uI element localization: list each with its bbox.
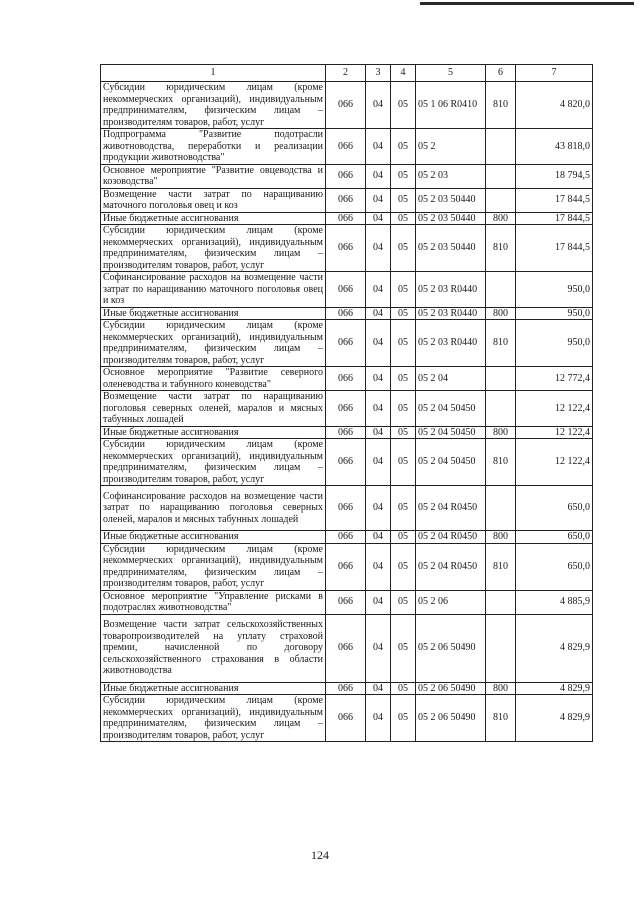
row-expense-type: 800 xyxy=(486,426,516,439)
row-expense-type xyxy=(486,614,516,682)
row-grbs-code: 066 xyxy=(326,272,366,308)
row-name: Иные бюджетные ассигнования xyxy=(101,212,326,225)
table-row xyxy=(101,212,593,225)
row-amount: 12 122,4 xyxy=(516,426,593,439)
row-section-code: 04 xyxy=(366,439,391,486)
row-amount: 12 122,4 xyxy=(516,439,593,486)
table-row xyxy=(101,367,593,391)
row-name: Иные бюджетные ассигнования xyxy=(101,307,326,320)
row-grbs-code: 066 xyxy=(326,212,366,225)
row-section-code: 04 xyxy=(366,682,391,695)
row-expense-type xyxy=(486,486,516,531)
table-row xyxy=(101,164,593,188)
row-target-article: 05 2 06 xyxy=(416,590,486,614)
row-name: Основное мероприятие "Управление рисками в подотраслях животноводства" xyxy=(101,590,326,614)
row-amount: 950,0 xyxy=(516,272,593,308)
row-expense-type: 800 xyxy=(486,531,516,544)
row-expense-type: 810 xyxy=(486,225,516,272)
row-target-article: 05 2 03 R0440 xyxy=(416,307,486,320)
table-row xyxy=(101,614,593,682)
row-expense-type: 800 xyxy=(486,307,516,320)
table-row xyxy=(101,486,593,531)
row-amount: 950,0 xyxy=(516,320,593,367)
row-amount: 17 844,5 xyxy=(516,225,593,272)
row-section-code: 04 xyxy=(366,426,391,439)
row-target-article: 05 2 xyxy=(416,129,486,165)
row-name: Основное мероприятие "Развитие овцеводства и козоводства" xyxy=(101,164,326,188)
row-name: Субсидии юридическим лицам (кроме некоммерческих организаций), индивидуальным предпринимателям, физическим лицам – производителям товаров, работ, услуг xyxy=(101,320,326,367)
row-name: Софинансирование расходов на возмещение части затрат по наращиванию маточного поголовья овец и коз xyxy=(101,272,326,308)
row-subsection-code: 05 xyxy=(391,129,416,165)
row-expense-type: 800 xyxy=(486,212,516,225)
header-col-7: 7 xyxy=(516,65,593,82)
table-row xyxy=(101,188,593,212)
row-target-article: 05 2 04 50450 xyxy=(416,391,486,427)
row-name: Субсидии юридическим лицам (кроме некоммерческих организаций), индивидуальным предпринимателям, физическим лицам – производителям товаров, работ, услуг xyxy=(101,543,326,590)
row-expense-type xyxy=(486,164,516,188)
row-expense-type: 810 xyxy=(486,82,516,129)
row-name: Подпрограмма "Развитие подотрасли животноводства, переработки и реализации продукции животноводства" xyxy=(101,129,326,165)
row-name: Возмещение части затрат сельскохозяйственных товаропроизводителей на уплату страховой премии, начисленной по договору сельскохозяйственного страхования в области животноводства xyxy=(101,614,326,682)
row-section-code: 04 xyxy=(366,590,391,614)
row-subsection-code: 05 xyxy=(391,486,416,531)
row-grbs-code: 066 xyxy=(326,590,366,614)
row-subsection-code: 05 xyxy=(391,82,416,129)
row-name: Возмещение части затрат по наращиванию маточного поголовья овец и коз xyxy=(101,188,326,212)
row-target-article: 05 2 04 50450 xyxy=(416,426,486,439)
row-expense-type xyxy=(486,129,516,165)
row-section-code: 04 xyxy=(366,320,391,367)
table-row xyxy=(101,320,593,367)
table-row xyxy=(101,426,593,439)
row-grbs-code: 066 xyxy=(326,614,366,682)
row-target-article: 05 2 06 50490 xyxy=(416,614,486,682)
row-amount: 17 844,5 xyxy=(516,188,593,212)
row-subsection-code: 05 xyxy=(391,272,416,308)
row-grbs-code: 066 xyxy=(326,188,366,212)
row-section-code: 04 xyxy=(366,543,391,590)
table-row xyxy=(101,439,593,486)
row-grbs-code: 066 xyxy=(326,439,366,486)
row-amount: 950,0 xyxy=(516,307,593,320)
row-target-article: 05 2 03 R0440 xyxy=(416,272,486,308)
row-section-code: 04 xyxy=(366,129,391,165)
row-target-article: 05 2 04 R0450 xyxy=(416,531,486,544)
table-row xyxy=(101,129,593,165)
row-subsection-code: 05 xyxy=(391,320,416,367)
row-subsection-code: 05 xyxy=(391,188,416,212)
row-name: Субсидии юридическим лицам (кроме некоммерческих организаций), индивидуальным предпринимателям, физическим лицам – производителям товаров, работ, услуг xyxy=(101,695,326,742)
row-subsection-code: 05 xyxy=(391,225,416,272)
row-section-code: 04 xyxy=(366,225,391,272)
row-amount: 650,0 xyxy=(516,486,593,531)
row-grbs-code: 066 xyxy=(326,531,366,544)
row-target-article: 05 1 06 R0410 xyxy=(416,82,486,129)
row-subsection-code: 05 xyxy=(391,614,416,682)
row-subsection-code: 05 xyxy=(391,543,416,590)
header-col-2: 2 xyxy=(326,65,366,82)
row-target-article: 05 2 06 50490 xyxy=(416,695,486,742)
row-expense-type: 810 xyxy=(486,320,516,367)
row-grbs-code: 066 xyxy=(326,682,366,695)
row-grbs-code: 066 xyxy=(326,391,366,427)
row-section-code: 04 xyxy=(366,531,391,544)
row-expense-type: 810 xyxy=(486,695,516,742)
row-target-article: 05 2 04 xyxy=(416,367,486,391)
row-grbs-code: 066 xyxy=(326,426,366,439)
row-section-code: 04 xyxy=(366,188,391,212)
row-grbs-code: 066 xyxy=(326,164,366,188)
row-name: Субсидии юридическим лицам (кроме некоммерческих организаций), индивидуальным предпринимателям, физическим лицам – производителям товаров, работ, услуг xyxy=(101,225,326,272)
row-target-article: 05 2 04 50450 xyxy=(416,439,486,486)
row-amount: 4 829,9 xyxy=(516,695,593,742)
row-section-code: 04 xyxy=(366,486,391,531)
row-name: Основное мероприятие "Развитие северного оленеводства и табунного коневодства" xyxy=(101,367,326,391)
row-target-article: 05 2 04 R0450 xyxy=(416,486,486,531)
row-expense-type: 800 xyxy=(486,682,516,695)
row-name: Субсидии юридическим лицам (кроме некоммерческих организаций), индивидуальным предпринимателям, физическим лицам – производителям товаров, работ, услуг xyxy=(101,439,326,486)
row-grbs-code: 066 xyxy=(326,225,366,272)
row-amount: 4 885,9 xyxy=(516,590,593,614)
row-grbs-code: 066 xyxy=(326,543,366,590)
row-section-code: 04 xyxy=(366,614,391,682)
row-expense-type xyxy=(486,590,516,614)
row-amount: 17 844,5 xyxy=(516,212,593,225)
row-subsection-code: 05 xyxy=(391,391,416,427)
row-amount: 650,0 xyxy=(516,543,593,590)
header-col-6: 6 xyxy=(486,65,516,82)
row-name: Иные бюджетные ассигнования xyxy=(101,682,326,695)
row-target-article: 05 2 06 50490 xyxy=(416,682,486,695)
row-subsection-code: 05 xyxy=(391,531,416,544)
page-number: 124 xyxy=(311,848,329,862)
row-target-article: 05 2 03 xyxy=(416,164,486,188)
table-row xyxy=(101,695,593,742)
row-expense-type xyxy=(486,188,516,212)
row-amount: 18 794,5 xyxy=(516,164,593,188)
row-grbs-code: 066 xyxy=(326,320,366,367)
budget-table xyxy=(100,64,593,742)
row-amount: 4 820,0 xyxy=(516,82,593,129)
top-rule xyxy=(420,2,634,5)
row-amount: 12 772,4 xyxy=(516,367,593,391)
row-name: Возмещение части затрат по наращиванию поголовья северных оленей, маралов и мясных табунных лошадей xyxy=(101,391,326,427)
header-col-3: 3 xyxy=(366,65,391,82)
row-amount: 650,0 xyxy=(516,531,593,544)
row-amount: 12 122,4 xyxy=(516,391,593,427)
row-subsection-code: 05 xyxy=(391,439,416,486)
row-target-article: 05 2 04 R0450 xyxy=(416,543,486,590)
row-section-code: 04 xyxy=(366,307,391,320)
row-grbs-code: 066 xyxy=(326,486,366,531)
row-grbs-code: 066 xyxy=(326,307,366,320)
row-target-article: 05 2 03 50440 xyxy=(416,225,486,272)
table-body xyxy=(101,82,593,742)
row-expense-type xyxy=(486,272,516,308)
table-row xyxy=(101,590,593,614)
row-section-code: 04 xyxy=(366,695,391,742)
table-row xyxy=(101,391,593,427)
row-name: Софинансирование расходов на возмещение части затрат по наращиванию поголовья северных оленей, маралов и мясных табунных лошадей xyxy=(101,486,326,531)
row-subsection-code: 05 xyxy=(391,426,416,439)
table-row xyxy=(101,272,593,308)
table-row xyxy=(101,682,593,695)
row-subsection-code: 05 xyxy=(391,367,416,391)
row-subsection-code: 05 xyxy=(391,212,416,225)
row-subsection-code: 05 xyxy=(391,682,416,695)
row-subsection-code: 05 xyxy=(391,590,416,614)
row-grbs-code: 066 xyxy=(326,82,366,129)
row-section-code: 04 xyxy=(366,82,391,129)
row-amount: 4 829,9 xyxy=(516,614,593,682)
row-section-code: 04 xyxy=(366,212,391,225)
row-target-article: 05 2 03 50440 xyxy=(416,188,486,212)
row-target-article: 05 2 03 50440 xyxy=(416,212,486,225)
row-section-code: 04 xyxy=(366,164,391,188)
row-grbs-code: 066 xyxy=(326,367,366,391)
row-grbs-code: 066 xyxy=(326,129,366,165)
row-grbs-code: 066 xyxy=(326,695,366,742)
header-col-1: 1 xyxy=(101,65,326,82)
row-subsection-code: 05 xyxy=(391,695,416,742)
row-section-code: 04 xyxy=(366,391,391,427)
row-section-code: 04 xyxy=(366,272,391,308)
row-target-article: 05 2 03 R0440 xyxy=(416,320,486,367)
table-row xyxy=(101,82,593,129)
table-row xyxy=(101,543,593,590)
table-row xyxy=(101,531,593,544)
row-name: Иные бюджетные ассигнования xyxy=(101,426,326,439)
row-section-code: 04 xyxy=(366,367,391,391)
row-amount: 4 829,9 xyxy=(516,682,593,695)
row-expense-type: 810 xyxy=(486,439,516,486)
row-expense-type: 810 xyxy=(486,543,516,590)
table-row xyxy=(101,225,593,272)
row-expense-type xyxy=(486,367,516,391)
header-row xyxy=(101,65,593,82)
row-subsection-code: 05 xyxy=(391,307,416,320)
row-amount: 43 818,0 xyxy=(516,129,593,165)
header-col-5: 5 xyxy=(416,65,486,82)
header-col-4: 4 xyxy=(391,65,416,82)
row-expense-type xyxy=(486,391,516,427)
row-name: Иные бюджетные ассигнования xyxy=(101,531,326,544)
row-subsection-code: 05 xyxy=(391,164,416,188)
table-row xyxy=(101,307,593,320)
row-name: Субсидии юридическим лицам (кроме некоммерческих организаций), индивидуальным предпринимателям, физическим лицам – производителям товаров, работ, услуг xyxy=(101,82,326,129)
